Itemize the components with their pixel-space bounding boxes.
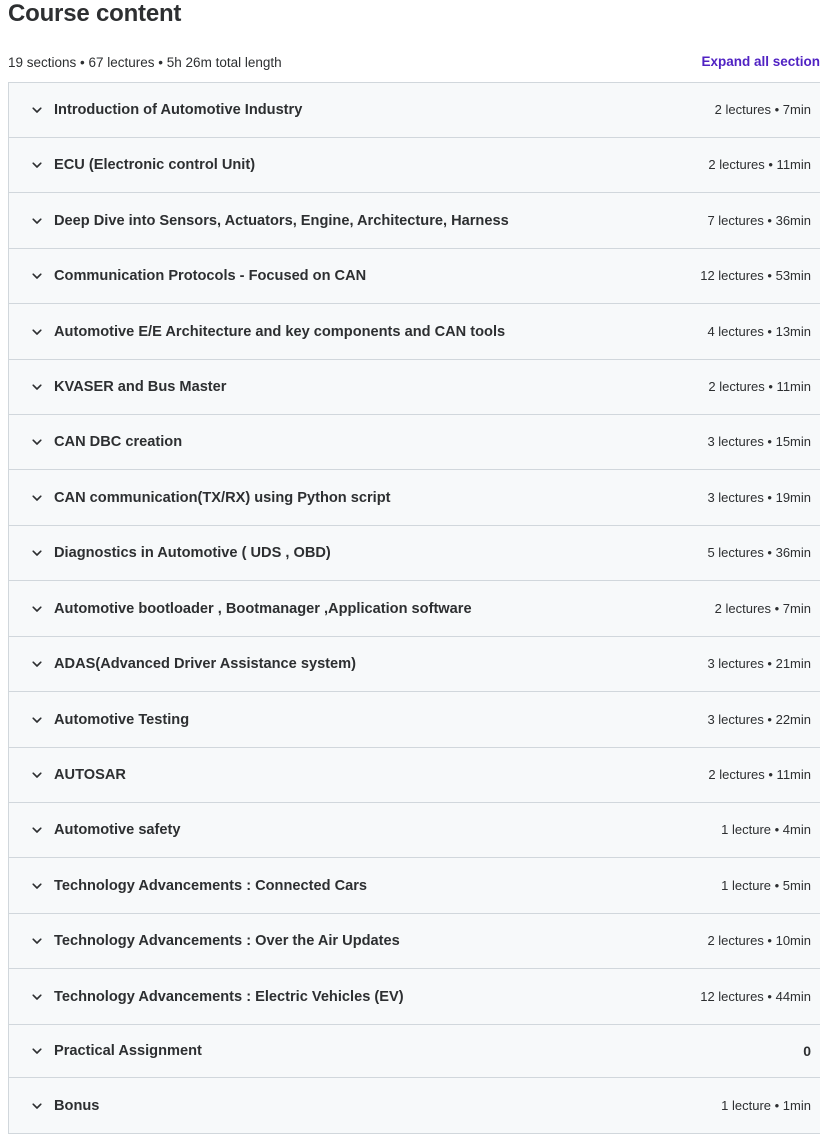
chevron-down-icon[interactable] — [31, 1100, 43, 1112]
section-title: CAN communication(TX/RX) using Python script — [54, 489, 391, 506]
section-meta: 1 lecture • 1min — [721, 1097, 811, 1113]
expand-all-sections-button[interactable]: Expand all section — [701, 54, 820, 69]
section-row[interactable] — [9, 304, 820, 360]
section-row[interactable] — [9, 692, 820, 748]
section-meta: 4 lectures • 13min — [707, 323, 811, 339]
section-row[interactable] — [9, 803, 820, 858]
section-meta: 2 lectures • 11min — [708, 767, 811, 782]
section-meta: 12 lectures • 44min — [700, 988, 811, 1004]
section-title: KVASER and Bus Master — [54, 379, 227, 395]
chevron-down-icon[interactable] — [31, 326, 43, 338]
section-title: Technology Advancements : Over the Air Updates — [54, 933, 400, 949]
section-meta: 2 lectures • 11min — [708, 379, 811, 394]
section-title: Technology Advancements : Electric Vehicles (EV) — [54, 988, 404, 1005]
section-title: Introduction of Automotive Industry — [54, 102, 303, 118]
section-row[interactable] — [9, 914, 820, 969]
chevron-down-icon[interactable] — [31, 159, 43, 171]
chevron-down-icon[interactable] — [31, 104, 43, 116]
section-title: Deep Dive into Sensors, Actuators, Engine, Architecture, Harness — [54, 212, 509, 229]
chevron-down-icon[interactable] — [31, 880, 43, 892]
chevron-down-icon[interactable] — [31, 492, 43, 504]
chevron-down-icon[interactable] — [31, 436, 43, 448]
chevron-down-icon[interactable] — [31, 603, 43, 615]
chevron-down-icon[interactable] — [31, 1045, 43, 1057]
section-row[interactable] — [9, 415, 820, 470]
chevron-down-icon[interactable] — [31, 824, 43, 836]
chevron-down-icon[interactable] — [31, 935, 43, 947]
course-summary: 19 sections • 67 lectures • 5h 26m total length — [8, 55, 282, 70]
chevron-down-icon[interactable] — [31, 658, 43, 670]
section-row[interactable] — [9, 748, 820, 803]
chevron-down-icon[interactable] — [31, 215, 43, 227]
section-row[interactable] — [9, 581, 820, 637]
section-title: CAN DBC creation — [54, 434, 183, 450]
section-row[interactable] — [9, 138, 820, 193]
section-title: Automotive bootloader , Bootmanager ,Application software — [54, 600, 472, 617]
section-row[interactable] — [9, 526, 820, 581]
section-meta: 3 lectures • 19min — [707, 489, 811, 505]
section-meta: 1 lecture • 4min — [721, 822, 811, 837]
section-row[interactable] — [9, 969, 820, 1025]
chevron-down-icon[interactable] — [31, 270, 43, 282]
section-meta: 12 lectures • 53min — [700, 268, 811, 283]
section-meta: 5 lectures • 36min — [707, 545, 811, 560]
section-meta: 3 lectures • 21min — [707, 656, 811, 671]
chevron-down-icon[interactable] — [31, 714, 43, 726]
chevron-down-icon[interactable] — [31, 547, 43, 559]
chevron-down-icon[interactable] — [31, 381, 43, 393]
section-title: Automotive E/E Architecture and key components and CAN tools — [54, 323, 506, 340]
section-row[interactable] — [9, 193, 820, 249]
section-row[interactable] — [9, 637, 820, 692]
section-meta: 0 — [803, 1043, 811, 1059]
section-row[interactable] — [9, 858, 820, 914]
section-meta: 2 lectures • 10min — [707, 933, 811, 948]
section-title: Practical Assignment — [54, 1043, 202, 1059]
section-row[interactable] — [9, 470, 820, 526]
course-content-title: Course content — [8, 0, 182, 27]
section-row[interactable] — [9, 83, 820, 138]
section-row[interactable] — [9, 1025, 820, 1078]
section-title: Automotive safety — [54, 822, 181, 838]
section-meta: 2 lectures • 7min — [714, 600, 811, 616]
section-meta: 3 lectures • 15min — [707, 434, 811, 449]
section-title: ADAS(Advanced Driver Assistance system) — [54, 656, 356, 672]
section-meta: 1 lecture • 5min — [721, 877, 811, 893]
section-meta: 2 lectures • 11min — [708, 157, 811, 172]
section-title: AUTOSAR — [54, 767, 126, 783]
section-row[interactable] — [9, 1078, 820, 1133]
section-title: Diagnostics in Automotive ( UDS , OBD) — [54, 545, 331, 561]
sections-list — [8, 82, 820, 1134]
section-title: Communication Protocols - Focused on CAN — [54, 268, 367, 284]
section-title: Automotive Testing — [54, 711, 190, 728]
section-meta: 3 lectures • 22min — [707, 711, 811, 727]
section-row[interactable] — [9, 249, 820, 304]
section-title: Bonus — [54, 1097, 100, 1114]
section-meta: 2 lectures • 7min — [714, 102, 811, 117]
chevron-down-icon[interactable] — [31, 991, 43, 1003]
section-title: Technology Advancements : Connected Cars — [54, 877, 368, 894]
chevron-down-icon[interactable] — [31, 769, 43, 781]
section-row[interactable] — [9, 360, 820, 415]
section-title: ECU (Electronic control Unit) — [54, 157, 256, 173]
section-meta: 7 lectures • 36min — [707, 212, 811, 228]
